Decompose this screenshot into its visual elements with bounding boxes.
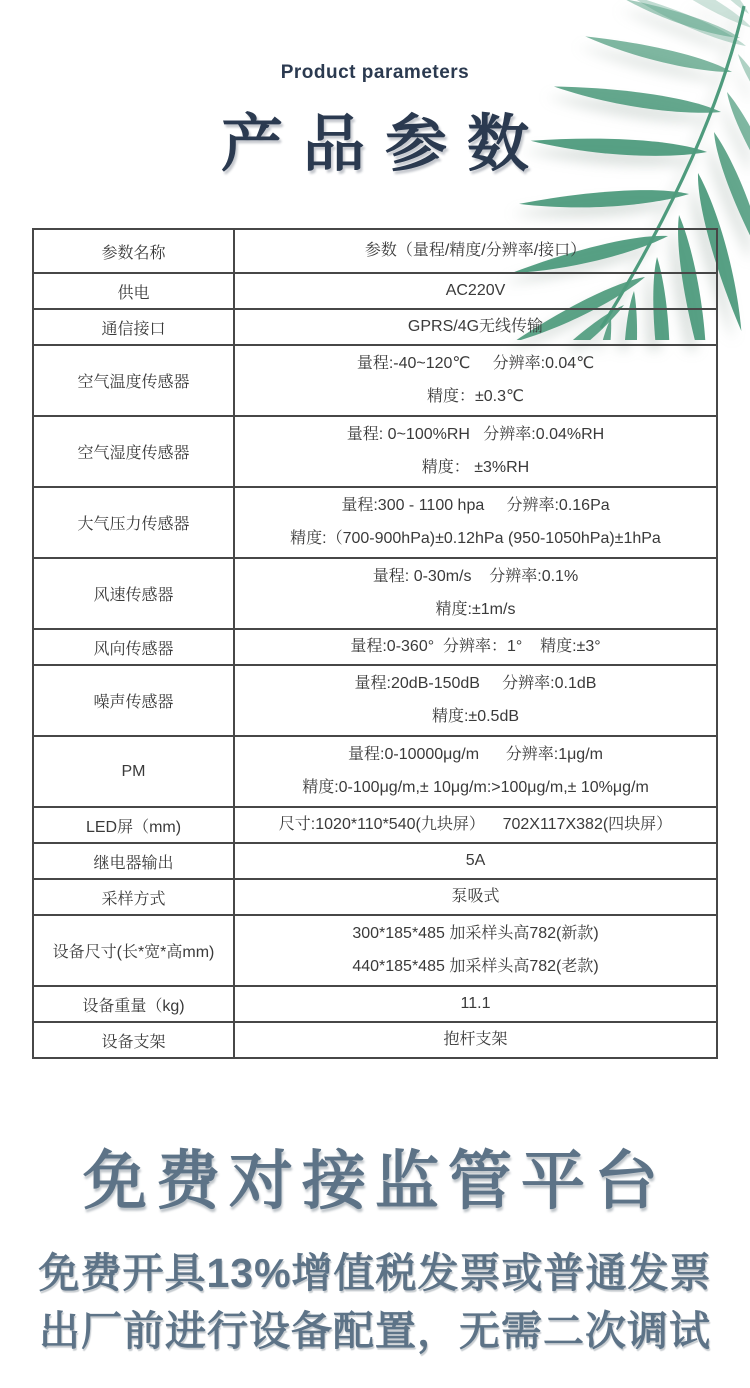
- row-label: 风向传感器: [34, 630, 235, 664]
- row-value: 抱杆支架: [443, 1031, 508, 1048]
- row-label: 风速传感器: [34, 559, 235, 628]
- header-subtitle: Product parameters: [280, 62, 470, 83]
- row-value-line: 精度：±0.3℃: [427, 387, 524, 405]
- table-row: [34, 914, 716, 985]
- table-row: [34, 842, 716, 878]
- header: [0, 0, 750, 183]
- row-label: 噪声传感器: [34, 666, 235, 735]
- row-value-line: 量程: 0~100%RH 分辨率:0.04%RH: [346, 426, 605, 444]
- row-value-line: 440*185*485 加采样头高782(老款): [352, 957, 599, 975]
- row-label: 空气湿度传感器: [34, 417, 235, 486]
- row-value-line: 量程:0-10000μg/m 分辨率:1μg/m: [348, 746, 603, 764]
- table-row: [34, 664, 716, 735]
- table-row: [34, 557, 716, 628]
- page-title: 产品参数: [220, 110, 549, 179]
- row-value: 参数（量程/精度/分辨率/接口）: [364, 242, 587, 259]
- table-row: [34, 415, 716, 486]
- row-value-line: 精度:±1m/s: [435, 600, 516, 618]
- row-label: LED屏（mm): [34, 808, 235, 842]
- row-value: 泵吸式: [451, 888, 500, 905]
- row-value-line: 精度:0-100μg/m,± 10μg/m:>100μg/m,± 10%μg/m: [302, 778, 649, 796]
- row-label: 大气压力传感器: [34, 488, 235, 557]
- row-value-line: 精度:（700-900hPa)±0.12hPa (950-1050hPa)±1hPa: [290, 529, 661, 547]
- parameters-table: [32, 228, 718, 1059]
- table-row: [34, 308, 716, 344]
- row-value: 尺寸:1020*110*540(九块屏） 702X117X382(四块屏）: [278, 816, 673, 833]
- row-value: AC220V: [445, 282, 506, 299]
- table-row: [34, 1021, 716, 1057]
- row-value: 量程:0-360° 分辨率：1° 精度:±3°: [350, 638, 601, 655]
- row-value-line: 精度： ±3%RH: [421, 458, 530, 476]
- row-value-line: 量程: 0-30m/s 分辨率:0.1%: [372, 568, 579, 586]
- row-label: 空气温度传感器: [34, 346, 235, 415]
- row-value: GPRS/4G无线传输: [407, 318, 544, 335]
- table-row: [34, 806, 716, 842]
- row-label: 继电器输出: [34, 844, 235, 878]
- row-label: 采样方式: [34, 880, 235, 914]
- row-label: 参数名称: [34, 230, 235, 272]
- table-row: [34, 878, 716, 914]
- row-value-line: 量程:-40~120℃ 分辨率:0.04℃: [356, 355, 595, 373]
- row-value-line: 量程:300 - 1100 hpa 分辨率:0.16Pa: [341, 497, 610, 515]
- row-value: 5A: [465, 852, 486, 869]
- row-label: 设备重量（kg): [34, 987, 235, 1021]
- row-value-line: 量程:20dB-150dB 分辨率:0.1dB: [354, 675, 597, 693]
- row-value-line: 精度:±0.5dB: [431, 707, 520, 725]
- row-label: 通信接口: [34, 310, 235, 344]
- table-row: [34, 735, 716, 806]
- row-value-line: 300*185*485 加采样头高782(新款): [352, 925, 599, 943]
- table-row: [34, 272, 716, 308]
- row-label: 供电: [34, 274, 235, 308]
- promo-headline: 免费对接监管平台: [83, 1145, 667, 1217]
- table-row: [34, 985, 716, 1021]
- table-row: [34, 628, 716, 664]
- table-row: [34, 344, 716, 415]
- table-header-row: [34, 230, 716, 272]
- row-label: 设备尺寸(长*宽*高mm): [34, 916, 235, 985]
- row-label: PM: [34, 737, 235, 806]
- promo-line-invoice: 免费开具13%增值税发票或普通发票: [38, 1250, 712, 1296]
- row-label: 设备支架: [34, 1023, 235, 1057]
- table-row: [34, 486, 716, 557]
- row-value: 11.1: [460, 995, 491, 1012]
- promo-line-config: 出厂前进行设备配置，无需二次调试: [39, 1308, 711, 1354]
